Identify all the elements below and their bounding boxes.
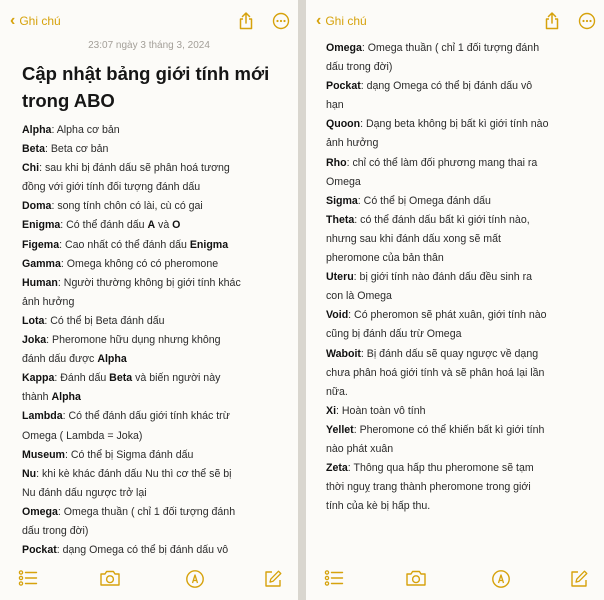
gender-term: Nu <box>22 467 37 480</box>
note-line <box>326 421 594 440</box>
line-text: đánh dấu được <box>22 353 98 366</box>
more-icon[interactable] <box>578 12 596 35</box>
note-body[interactable] <box>22 121 288 560</box>
line-text: Omega ( Lambda = Joka) <box>22 429 143 442</box>
line-text: pheromone của bản thân <box>326 252 444 265</box>
note-line <box>326 173 594 192</box>
note-line <box>22 293 288 312</box>
note-line <box>22 465 288 484</box>
gender-term: Pockat <box>22 544 57 557</box>
highlighted-term: O <box>172 219 181 232</box>
note-line <box>326 249 594 268</box>
note-line <box>326 39 594 58</box>
note-line <box>326 459 594 478</box>
compose-icon[interactable] <box>263 569 283 594</box>
gender-term: Yellet <box>326 423 354 436</box>
gender-term: Alpha <box>22 124 52 136</box>
note-line <box>326 306 594 325</box>
gender-term: Enigma <box>22 219 61 232</box>
line-text: : Dạng beta không bị bất kì giới tính nào <box>360 118 549 131</box>
line-text: nhưng sau khi đánh dấu xong sẽ mất <box>326 232 501 245</box>
note-pane-left <box>0 0 298 600</box>
highlighted-term: Alpha <box>97 353 127 366</box>
gender-term: Quoon <box>326 118 361 131</box>
line-text: : Người thường không bị giới tính khác <box>57 276 241 289</box>
back-label: Ghi chú <box>325 14 367 28</box>
note-line <box>326 134 594 153</box>
gender-term: Waboit <box>326 347 361 360</box>
gender-term: Pockat <box>326 80 361 93</box>
line-text: dấu trong đời) <box>22 524 89 537</box>
line-text: : Có pheromon sẽ phát xuân, giới tính nào <box>348 309 547 322</box>
line-text: hạn <box>326 99 344 112</box>
note-line <box>326 345 594 364</box>
note-line <box>326 115 594 134</box>
camera-icon[interactable] <box>99 569 121 592</box>
gender-term: Museum <box>22 448 65 461</box>
highlighted-term: Beta <box>109 372 133 385</box>
line-text: : Có thể bị Omega đánh dấu <box>357 194 491 207</box>
chevron-left-icon: ‹ <box>10 12 16 29</box>
note-line <box>22 446 288 465</box>
note-line <box>22 369 288 388</box>
note-line <box>22 541 288 560</box>
line-text: thành <box>22 391 52 404</box>
gender-term: Human <box>22 276 58 289</box>
gender-term: Kappa <box>22 372 55 385</box>
camera-icon[interactable] <box>405 569 427 592</box>
line-text: : bị giới tính nào đánh dấu đều sinh ra <box>353 271 533 284</box>
gender-term: Chi <box>22 162 40 175</box>
note-line <box>326 192 594 211</box>
gender-term: Omega <box>326 42 362 54</box>
line-text: và <box>155 219 173 232</box>
line-text: : Pheromone hữu dụng nhưng không <box>46 334 221 347</box>
gender-term: Zeta <box>326 462 348 475</box>
chevron-left-icon: ‹ <box>316 12 322 29</box>
line-text: : Thông qua hấp thu pheromone sẽ tạm <box>347 462 534 475</box>
line-text: : Omega thuần ( chỉ 1 đối tượng đánh <box>57 505 236 518</box>
note-line <box>22 331 288 350</box>
note-line <box>22 503 288 522</box>
line-text: con là Omega <box>326 290 392 303</box>
gender-term: Figema <box>22 238 60 251</box>
gender-term: Rho <box>326 156 347 169</box>
highlighted-term: Enigma <box>189 238 229 251</box>
line-text: Nu đánh dấu ngược trở lại <box>22 486 147 499</box>
line-text: : có thể đánh dấu bất kì giới tính nào, <box>354 213 530 226</box>
gender-term: Lambda <box>22 410 63 423</box>
line-text: : Omega không có có pheromone <box>60 257 219 270</box>
note-line <box>22 178 288 197</box>
top-toolbar <box>306 0 604 36</box>
line-text: : Cao nhất có thể đánh dấu <box>59 238 190 251</box>
line-text: nữa. <box>326 385 348 398</box>
line-text: : Alpha cơ bản <box>51 124 120 136</box>
note-line <box>22 522 288 541</box>
checklist-icon[interactable] <box>324 569 344 592</box>
line-text: : Có thể đánh dấu <box>60 219 148 232</box>
gender-term: Sigma <box>326 194 358 207</box>
line-text: dấu trong đời) <box>326 61 393 74</box>
line-text: : sau khi bị đánh dấu sẽ phân hoá tương <box>39 162 230 175</box>
line-text: : dạng Omega có thể bị đánh dấu vô <box>360 80 533 93</box>
note-line <box>326 96 594 115</box>
note-line <box>326 325 594 344</box>
note-line <box>326 154 594 173</box>
line-text: thời nguỵ trang thành pheromone trong giới <box>326 481 531 494</box>
gender-term: Joka <box>22 334 47 347</box>
note-line <box>326 230 594 249</box>
note-line <box>22 197 288 216</box>
line-text: ảnh hưởng <box>22 295 75 308</box>
back-button[interactable] <box>10 14 61 28</box>
note-line <box>326 478 594 497</box>
markup-pen-icon[interactable] <box>185 569 205 594</box>
gender-term: Doma <box>22 200 52 213</box>
line-text: đồng với giới tính đối tượng đánh dấu <box>22 181 201 194</box>
line-text: : Có thể đánh dấu giới tính khác trừ <box>62 410 230 423</box>
note-line <box>22 140 288 159</box>
line-text: : Bị đánh dấu sẽ quay ngược về dạng <box>360 347 539 360</box>
line-text: : khi kè khác đánh dấu Nu thì cơ thể sẽ bị <box>36 467 232 480</box>
note-title[interactable]: Cập nhật bảng giới tính mới trong ABO <box>22 63 270 111</box>
line-text: : Có thể bị Sigma đánh dấu <box>64 448 194 461</box>
gender-term: Lota <box>22 314 45 327</box>
top-toolbar <box>0 0 298 36</box>
checklist-icon[interactable] <box>18 569 38 592</box>
back-label: Ghi chú <box>19 14 61 28</box>
note-line <box>22 388 288 407</box>
note-body[interactable] <box>326 39 594 516</box>
line-text: : Omega thuần ( chỉ 1 đối tượng đánh <box>361 42 540 54</box>
note-line <box>22 236 288 255</box>
more-icon[interactable] <box>272 12 290 35</box>
note-line <box>326 402 594 421</box>
gender-term: Uteru <box>326 271 354 284</box>
line-text: và biến người này <box>132 372 221 385</box>
note-line <box>22 484 288 503</box>
line-text: : Hoàn toàn vô tính <box>336 404 426 417</box>
line-text: nào phát xuân <box>326 442 394 455</box>
note-line <box>22 216 288 235</box>
note-line <box>326 77 594 96</box>
gender-term: Theta <box>326 213 355 226</box>
note-line <box>22 312 288 331</box>
note-line <box>22 427 288 446</box>
gender-term: Gamma <box>22 257 61 270</box>
bottom-toolbar <box>0 566 298 592</box>
line-text: tính của kè bị hấp thu. <box>326 500 431 513</box>
note-line <box>22 274 288 293</box>
share-icon[interactable] <box>544 12 560 35</box>
line-text: chưa phân hoá giới tính và sẽ phân hoá lại lần <box>326 366 545 379</box>
line-text: : chỉ có thể làm đối phương mang thai ra <box>346 156 538 169</box>
note-line <box>326 497 594 516</box>
line-text: cũng bị đánh dấu trừ Omega <box>326 328 462 341</box>
note-line <box>22 121 288 140</box>
compose-icon[interactable] <box>569 569 589 594</box>
bottom-toolbar <box>306 566 604 592</box>
line-text: : dạng Omega có thể bị đánh dấu vô <box>56 544 229 557</box>
note-line <box>326 287 594 306</box>
note-line <box>326 58 594 77</box>
back-button[interactable] <box>316 14 367 28</box>
share-icon[interactable] <box>238 12 254 35</box>
line-text: : Pheromone có thể khiến bất kì giới tính <box>353 423 545 436</box>
note-line <box>326 383 594 402</box>
note-line <box>22 159 288 178</box>
note-pane-right <box>306 0 604 600</box>
note-line <box>22 407 288 426</box>
note-line <box>22 350 288 369</box>
highlighted-term: Alpha <box>51 391 81 404</box>
note-line <box>22 255 288 274</box>
note-timestamp: 23:07 ngày 3 tháng 3, 2024 <box>88 40 210 51</box>
note-line <box>326 364 594 383</box>
highlighted-term: A <box>147 219 156 232</box>
gender-term: Void <box>326 309 349 322</box>
line-text: Omega <box>326 175 361 188</box>
note-line <box>326 211 594 230</box>
line-text: : song tính chôn có lài, cù có gai <box>51 200 203 213</box>
line-text: : Beta cơ bản <box>44 143 109 156</box>
markup-pen-icon[interactable] <box>491 569 511 594</box>
gender-term: Beta <box>22 143 45 156</box>
gender-term: Omega <box>22 505 58 518</box>
note-line <box>326 440 594 459</box>
line-text: : Có thể bị Beta đánh dấu <box>44 314 165 327</box>
line-text: ảnh hưởng <box>326 137 379 150</box>
gender-term: Xi <box>326 404 337 417</box>
line-text: : Đánh dấu <box>54 372 110 385</box>
note-line <box>326 268 594 287</box>
